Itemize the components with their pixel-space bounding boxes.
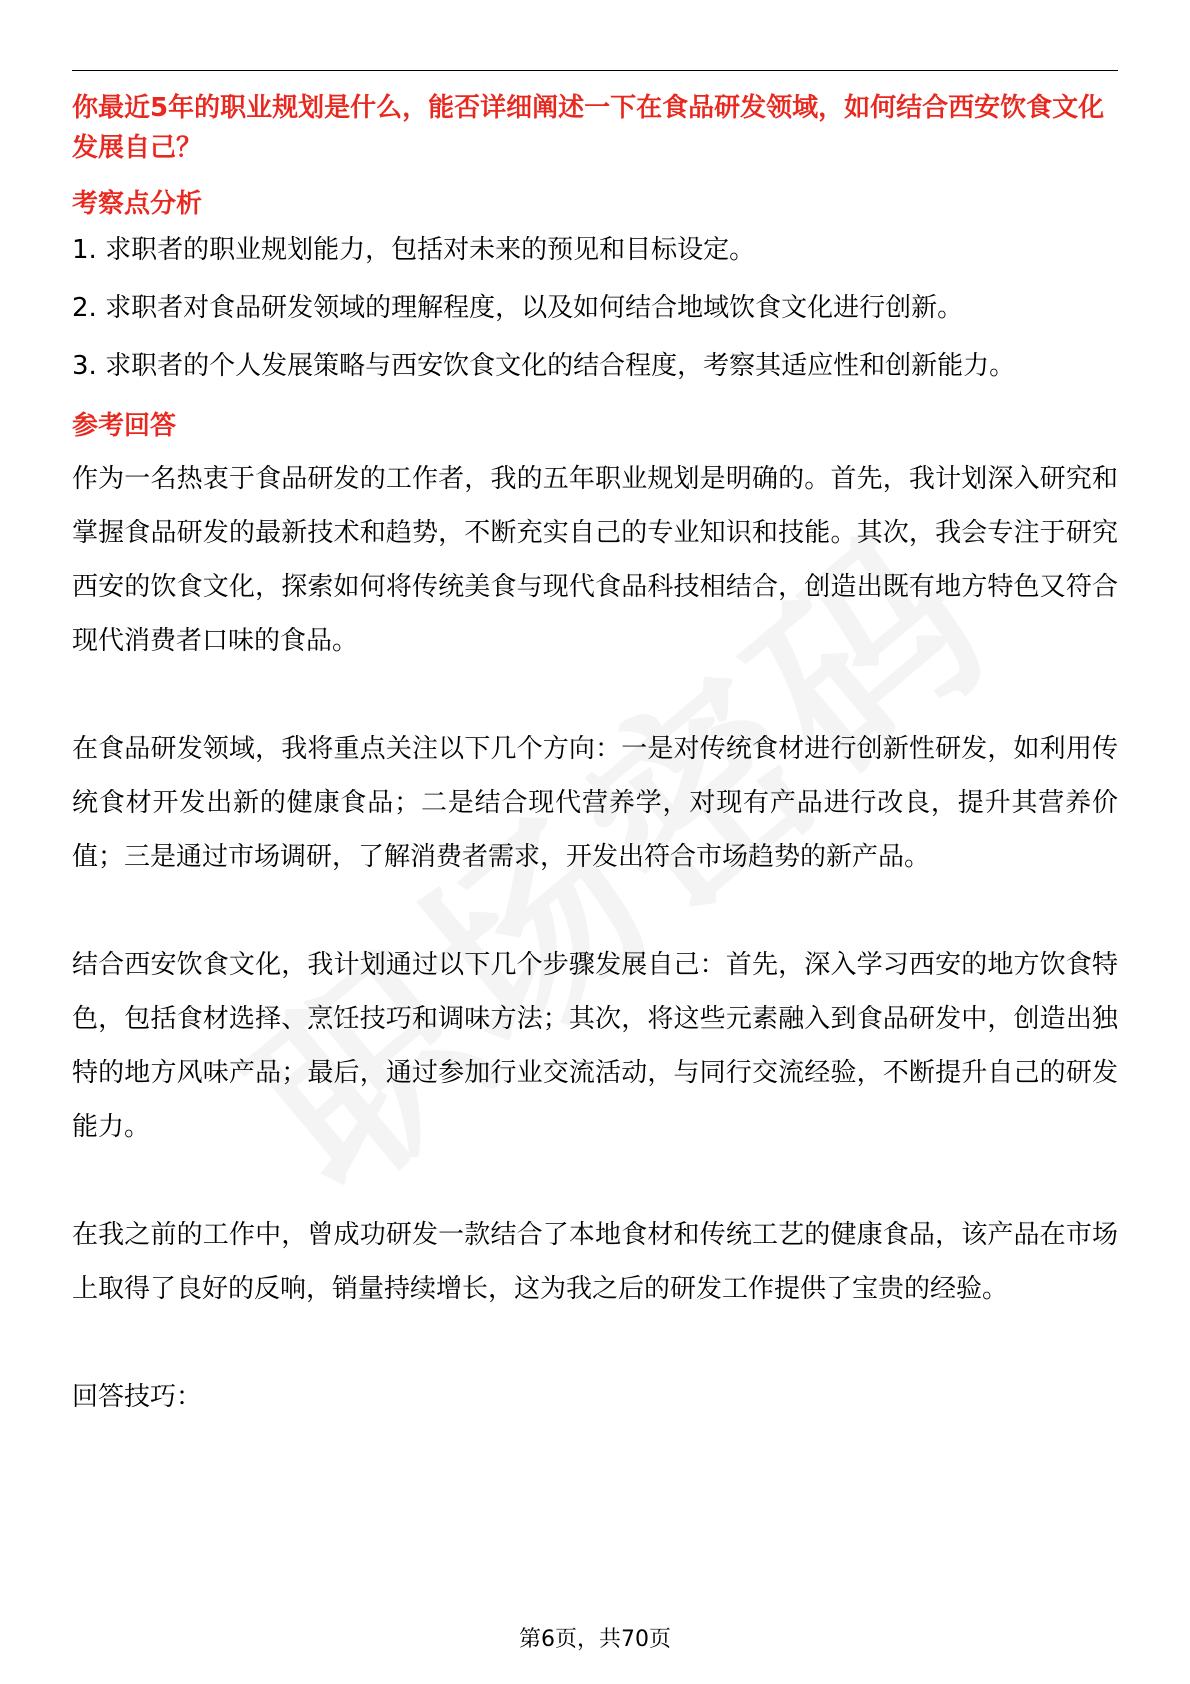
analysis-item: 1. 求职者的职业规划能力，包括对未来的预见和目标设定。 bbox=[72, 235, 756, 265]
answer-paragraph: 在食品研发领域，我将重点关注以下几个方向：一是对传统食材进行创新性研发，如利用传统食材开发出新的健康食品；二是结合现代营养学，对现有产品进行改良，提升其营养价值；三是通过市场调研，了解消费者需求，开发出符合市场趋势的新产品。 bbox=[72, 734, 1118, 872]
answer-paragraph: 作为一名热衷于食品研发的工作者，我的五年职业规划是明确的。首先，我计划深入研究和掌握食品研发的最新技术和趋势，不断充实自己的专业知识和技能。其次，我会专注于研究西安的饮食文化，探索如何将传统美食与现代食品科技相结合，创造出既有地方特色又符合现代消费者口味的食品。 bbox=[72, 464, 1118, 656]
answer-paragraph: 结合西安饮食文化，我计划通过以下几个步骤发展自己：首先，深入学习西安的地方饮食特色，包括食材选择、烹饪技巧和调味方法；其次，将这些元素融入到食品研发中，创造出独特的地方风味产品；最后，通过参加行业交流活动，与同行交流经验，不断提升自己的研发能力。 bbox=[72, 950, 1118, 1142]
analysis-heading: 考察点分析 bbox=[72, 189, 203, 219]
analysis-item: 2. 求职者对食品研发领域的理解程度，以及如何结合地域饮食文化进行创新。 bbox=[72, 293, 964, 323]
page-number: 第6页，共70页 bbox=[519, 1627, 671, 1652]
question-title: 你最近5年的职业规划是什么，能否详细阐述一下在食品研发领域，如何结合西安饮食文化发展自己？ bbox=[72, 93, 1105, 163]
top-divider bbox=[72, 70, 1118, 71]
answer-paragraph: 在我之前的工作中，曾成功研发一款结合了本地食材和传统工艺的健康食品，该产品在市场上取得了良好的反响，销量持续增长，这为我之后的研发工作提供了宝贵的经验。 bbox=[72, 1220, 1118, 1304]
answer-heading: 参考回答 bbox=[72, 411, 177, 441]
tips-label: 回答技巧： bbox=[72, 1382, 203, 1412]
page-content bbox=[72, 88, 1118, 1424]
analysis-list bbox=[72, 232, 1118, 384]
analysis-item: 3. 求职者的个人发展策略与西安饮食文化的结合程度，考察其适应性和创新能力。 bbox=[72, 351, 1016, 381]
